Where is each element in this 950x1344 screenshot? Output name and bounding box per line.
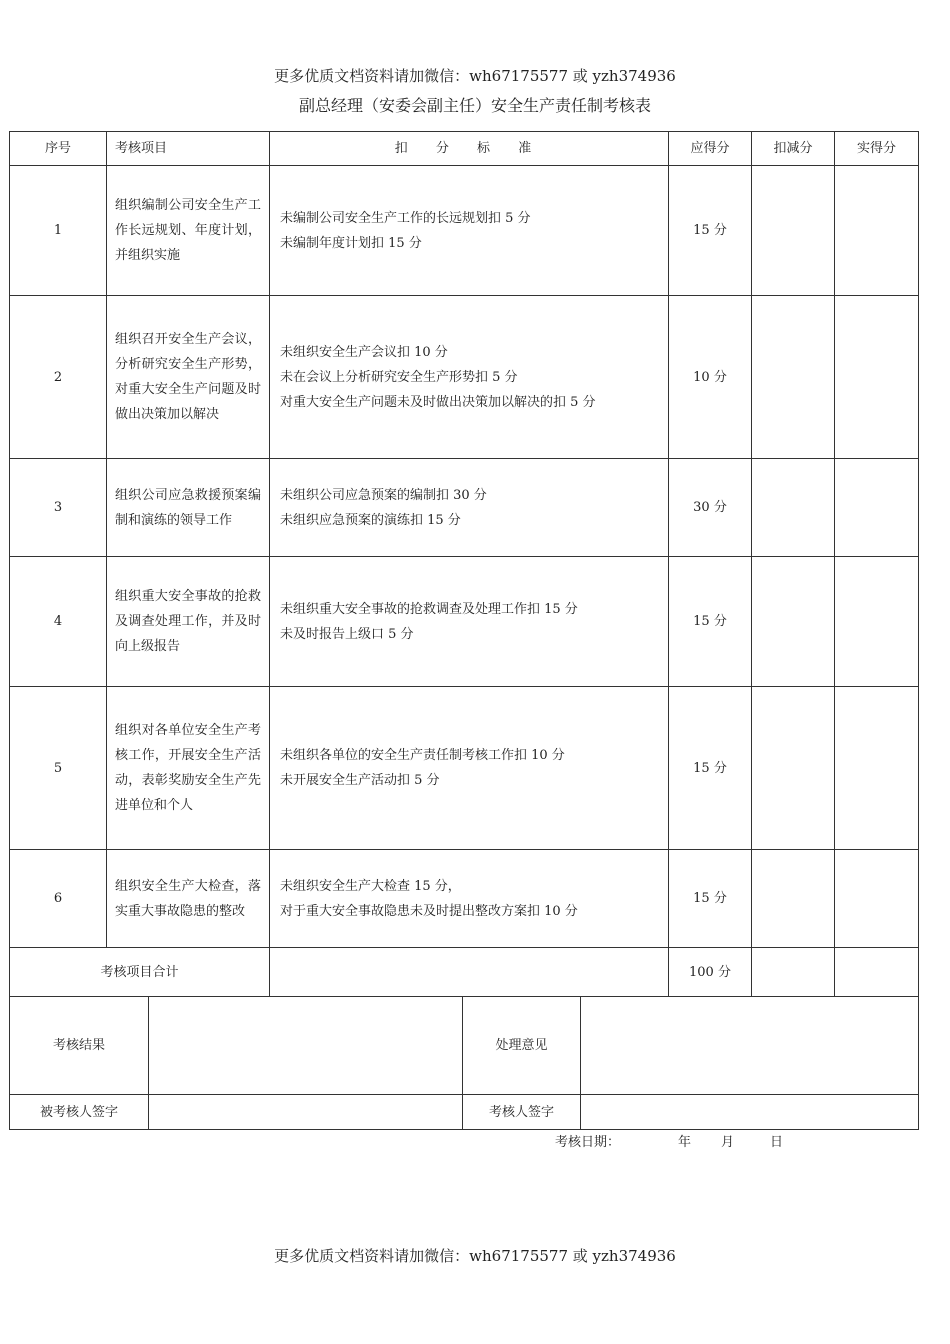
row-actual-cell[interactable] xyxy=(835,557,919,687)
row-item: 组织重大安全事故的抢救及调查处理工作，并及时向上级报告 xyxy=(107,557,270,687)
table-header-row xyxy=(10,132,919,166)
criteria-line: 对于重大安全事故隐患未及时提出整改方案扣 10 分 xyxy=(280,903,578,919)
row-points: 15 分 xyxy=(669,166,752,296)
row-deduction-cell[interactable] xyxy=(752,687,835,850)
criteria-line: 未组织公司应急预案的编制扣 30 分 xyxy=(280,487,487,503)
row-deduction-cell[interactable] xyxy=(752,557,835,687)
result-field[interactable] xyxy=(149,997,463,1095)
reviewee-sign-label: 被考核人签字 xyxy=(10,1095,149,1130)
total-criteria-cell xyxy=(270,948,669,997)
criteria-line: 对重大安全生产问题未及时做出决策加以解决的扣 5 分 xyxy=(280,394,596,410)
table-row xyxy=(10,687,919,850)
row-deduction-cell[interactable] xyxy=(752,296,835,459)
criteria-line: 未编制年度计划扣 15 分 xyxy=(280,235,422,251)
row-item: 组织安全生产大检查，落实重大事故隐患的整改 xyxy=(107,850,270,948)
header-seq: 序号 xyxy=(10,132,107,166)
row-actual-cell[interactable] xyxy=(835,296,919,459)
header-criteria: 扣 分 标 准 xyxy=(270,132,669,166)
row-seq: 5 xyxy=(10,687,107,850)
row-actual-cell[interactable] xyxy=(835,459,919,557)
page-title: 副总经理（安委会副主任）安全生产责任制考核表 xyxy=(298,96,651,115)
reviewee-sign-field[interactable] xyxy=(149,1095,463,1130)
row-item: 组织对各单位安全生产考核工作，开展安全生产活动，表彰奖励安全生产先进单位和个人 xyxy=(107,687,270,850)
criteria-line: 未组织应急预案的演练扣 15 分 xyxy=(280,512,461,528)
row-deduction-cell[interactable] xyxy=(752,850,835,948)
row-deduction-cell[interactable] xyxy=(752,459,835,557)
total-actual-cell[interactable] xyxy=(835,948,919,997)
criteria-line: 未及时报告上级口 5 分 xyxy=(280,626,414,642)
opinion-label: 处理意见 xyxy=(463,997,581,1095)
row-criteria xyxy=(270,296,669,459)
table-row xyxy=(10,166,919,296)
row-criteria xyxy=(270,459,669,557)
row-points: 15 分 xyxy=(669,850,752,948)
row-criteria xyxy=(270,166,669,296)
total-points: 100 分 xyxy=(669,948,752,997)
row-seq: 4 xyxy=(10,557,107,687)
date-year: 年 xyxy=(678,1135,692,1150)
criteria-line: 未组织重大安全事故的抢救调查及处理工作扣 15 分 xyxy=(280,601,578,617)
signoff-table xyxy=(9,996,919,1130)
row-seq: 2 xyxy=(10,296,107,459)
row-seq: 1 xyxy=(10,166,107,296)
criteria-line: 未组织安全生产大检查 15 分， xyxy=(280,878,461,894)
row-points: 15 分 xyxy=(669,557,752,687)
header-actual: 实得分 xyxy=(835,132,919,166)
total-label: 考核项目合计 xyxy=(10,948,270,997)
table-row xyxy=(10,296,919,459)
result-label: 考核结果 xyxy=(10,997,149,1095)
row-criteria xyxy=(270,557,669,687)
assessment-table xyxy=(9,131,919,997)
reviewer-sign-label: 考核人签字 xyxy=(463,1095,581,1130)
row-deduction-cell[interactable] xyxy=(752,166,835,296)
row-item: 组织召开安全生产会议，分析研究安全生产形势，对重大安全生产问题及时做出决策加以解决 xyxy=(107,296,270,459)
date-label: 考核日期： xyxy=(555,1135,621,1150)
row-criteria xyxy=(270,850,669,948)
header-deduction: 扣减分 xyxy=(752,132,835,166)
row-points: 10 分 xyxy=(669,296,752,459)
row-actual-cell[interactable] xyxy=(835,687,919,850)
row-item: 组织编制公司安全生产工作长远规划、年度计划，并组织实施 xyxy=(107,166,270,296)
row-criteria xyxy=(270,687,669,850)
watermark-bottom: 更多优质文档资料请加微信：wh67175577 或 yzh374936 xyxy=(274,1247,676,1265)
date-day: 日 xyxy=(770,1135,784,1150)
row-actual-cell[interactable] xyxy=(835,850,919,948)
criteria-line: 未在会议上分析研究安全生产形势扣 5 分 xyxy=(280,369,518,385)
row-points: 30 分 xyxy=(669,459,752,557)
row-seq: 6 xyxy=(10,850,107,948)
table-row xyxy=(10,850,919,948)
total-row xyxy=(10,948,919,997)
result-row xyxy=(10,997,919,1095)
table-row xyxy=(10,459,919,557)
criteria-line: 未编制公司安全生产工作的长远规划扣 5 分 xyxy=(280,210,531,226)
criteria-line: 未组织安全生产会议扣 10 分 xyxy=(280,344,448,360)
criteria-line: 未组织各单位的安全生产责任制考核工作扣 10 分 xyxy=(280,748,565,763)
review-date xyxy=(555,1133,783,1153)
row-seq: 3 xyxy=(10,459,107,557)
table-row xyxy=(10,557,919,687)
row-actual-cell[interactable] xyxy=(835,166,919,296)
row-item: 组织公司应急救援预案编制和演练的领导工作 xyxy=(107,459,270,557)
criteria-line: 未开展安全生产活动扣 5 分 xyxy=(280,773,440,788)
header-item: 考核项目 xyxy=(107,132,270,166)
date-month: 月 xyxy=(721,1135,735,1150)
total-deduction-cell[interactable] xyxy=(752,948,835,997)
watermark-top: 更多优质文档资料请加微信：wh67175577 或 yzh374936 xyxy=(274,67,676,85)
row-points: 15 分 xyxy=(669,687,752,850)
header-points: 应得分 xyxy=(669,132,752,166)
reviewer-sign-field[interactable] xyxy=(581,1095,919,1130)
signature-row xyxy=(10,1095,919,1130)
opinion-field[interactable] xyxy=(581,997,919,1095)
